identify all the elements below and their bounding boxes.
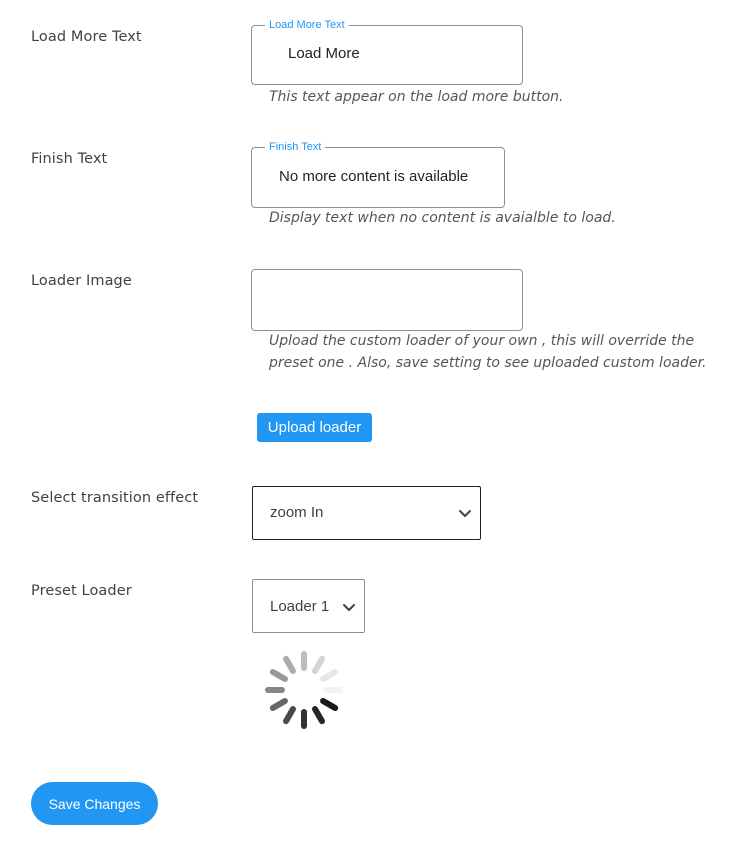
load-more-text-legend: Load More Text: [265, 18, 349, 32]
loader-image-label: Loader Image: [31, 273, 132, 289]
preset-loader-select[interactable]: [252, 579, 365, 633]
upload-loader-button[interactable]: Upload loader: [257, 413, 372, 442]
spinner-icon: [258, 644, 350, 736]
finish-text-legend: Finish Text: [265, 140, 325, 154]
finish-text-label: Finish Text: [31, 151, 108, 167]
loader-image-description-line1: Upload the custom loader of your own , this will override the: [269, 333, 695, 349]
save-changes-button[interactable]: Save Changes: [31, 782, 158, 825]
load-more-text-value[interactable]: Load More: [288, 45, 360, 62]
loader-image-field[interactable]: [251, 269, 523, 331]
load-more-text-description: This text appear on the load more button.: [269, 89, 564, 105]
preset-loader-selected: Loader 1: [270, 598, 330, 615]
load-more-text-label: Load More Text: [31, 29, 142, 45]
finish-text-field[interactable]: [251, 141, 505, 208]
transition-effect-selected: zoom In: [270, 504, 324, 521]
finish-text-description: Display text when no content is avaialble to load.: [269, 210, 616, 226]
transition-effect-select[interactable]: [252, 486, 481, 540]
transition-effect-label: Select transition effect: [31, 490, 199, 506]
load-more-text-field[interactable]: [251, 19, 523, 85]
loader-image-description-line2: preset one . Also, save setting to see uploaded custom loader.: [269, 355, 707, 371]
finish-text-value[interactable]: No more content is available: [279, 168, 469, 185]
chevron-down-icon: [458, 509, 472, 519]
preset-loader-label: Preset Loader: [31, 583, 132, 599]
chevron-down-icon: [342, 603, 356, 613]
